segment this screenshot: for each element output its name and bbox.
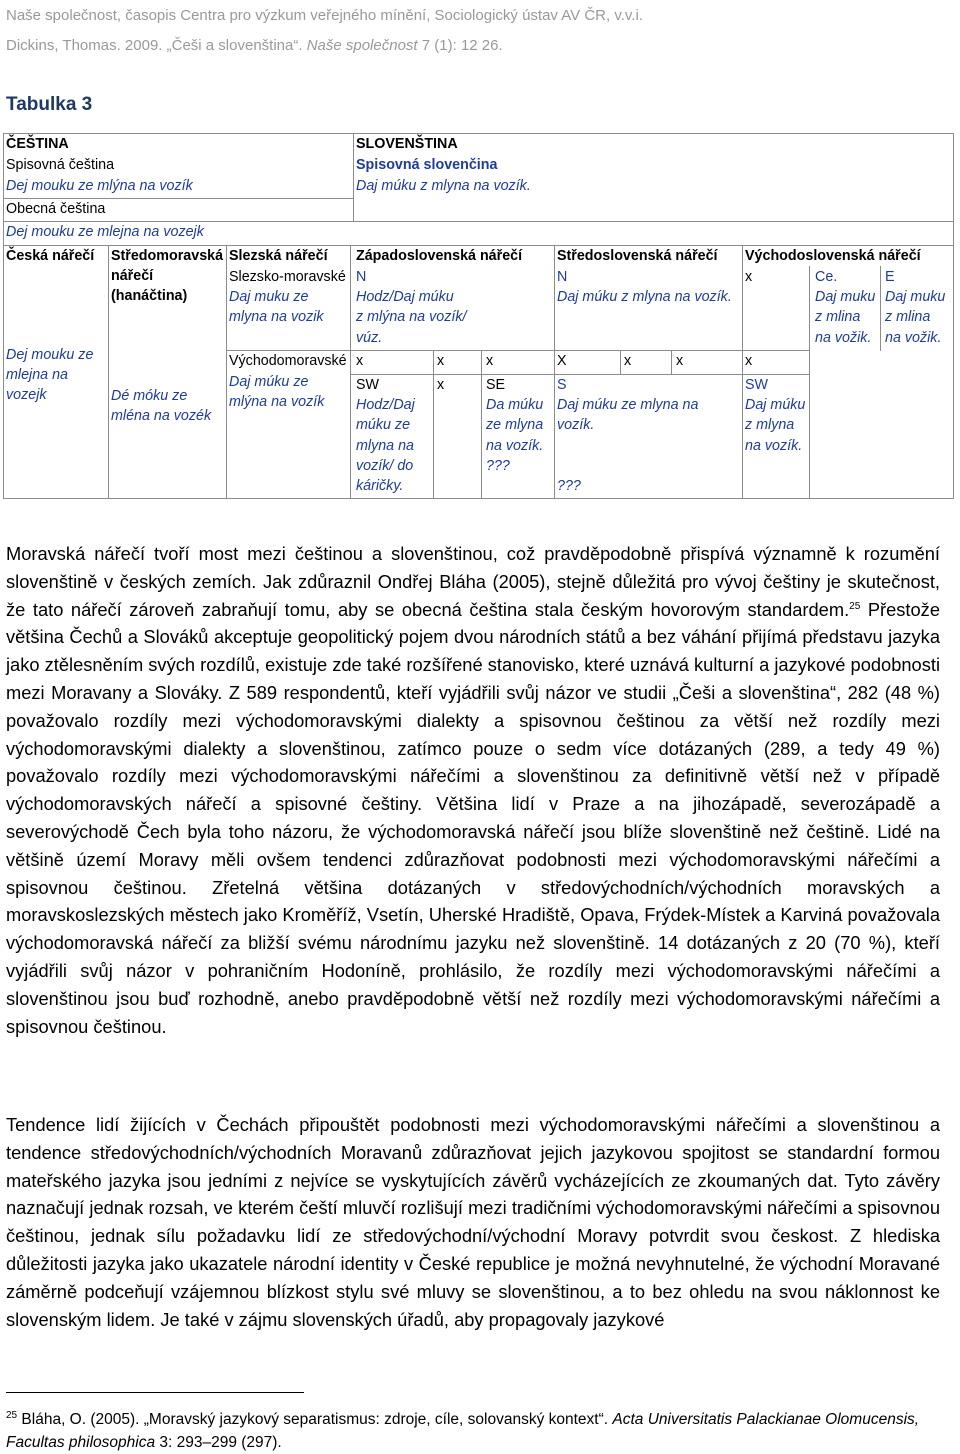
footnote-number: 25 (6, 1409, 18, 1421)
str-s-example-2: vozík. (557, 417, 595, 433)
header-stredoslovenska: Středoslovenská nářečí (557, 248, 718, 264)
footnote-journal: Acta Universitatis Palackianae Olomucensis, Facultas philosophica (6, 1411, 920, 1451)
stredomoravska-example-1: Dé móku ze (111, 388, 188, 404)
vych-sw-example-1: Daj múku (745, 397, 806, 413)
header-zapadoslovenska: Západoslovenská nářečí (356, 248, 523, 264)
vych-e-label: E (885, 269, 895, 285)
vych-sw-example-3: na vozík. (745, 438, 803, 454)
header-slezska: Slezská nářečí (229, 248, 328, 264)
sk-title: SLOVENŠTINA (356, 136, 458, 152)
x-mark: x (745, 353, 753, 369)
ceska-example-2: mlejna na (6, 367, 68, 383)
header-vychodoslovenska: Východoslovenská nářečí (745, 248, 921, 264)
body-paragraph-2: Tendence lidí žijících v Čechách připouštět podobnosti mezi východomoravskými nářečími a slovenštinou a tendence středovýchodních/východních Moravanů zdůrazňovat jejich jazykovou spojitost se standardní formou mateřského jazyka jsou jedními z nejvíce se vyskytujících závěrů vycházejících ze zkoumaných dat. Tyto závěry naznačují jednak rozsah, ve kterém čeští mluvčí rozlišují mezi tradičními východomoravskými nářečími a spisovnou češtinou, jednak sílu požadavku lidí ze středovýchodní/východní Moravy potvrdit svou českost. Z hlediska důležitosti jazyka jako ukazatele národní identity v České republice je možná nevyhnutelné, že východní Moravané záměrně podceňují vzájemnou blízkost stylu své mluvy se slovenštinou, a to bez ohledu na svou náklonnost ke slovenským lidem. Je také v zájmu slovenských úřadů, aby propagovaly jazykové (6, 1114, 940, 1330)
vych-ce-example-1: Daj muku (815, 289, 876, 305)
x-mark-capital: X (557, 353, 567, 369)
zap-sw-example-3: mlyna na (356, 438, 415, 454)
zap-sw-label: SW (356, 377, 380, 393)
zap-se-unknown: ??? (486, 458, 510, 474)
str-s-unknown: ??? (557, 478, 581, 494)
header-stredomoravska: Středomoravská (111, 248, 224, 264)
zap-n-label: N (356, 269, 367, 285)
zap-se-example-2: ze mlyna (486, 417, 544, 433)
zap-sw-example-1: Hodz/Daj (356, 397, 415, 413)
stredomoravska-example-2: mléna na vozék (111, 408, 212, 424)
vychodomoravske-example-2: mlýna na vozík (229, 394, 325, 410)
zap-sw-example-5: káričky. (356, 478, 404, 494)
running-header: Naše společnost, časopis Centra pro výzkum veřejného mínění, Sociologický ústav AV ČR, v.v.i. (6, 7, 643, 24)
vychodomoravske-example-1: Daj múku ze (229, 374, 309, 390)
vych-e-example-3: na vožik. (885, 330, 942, 346)
cs-common-example: Dej mouku ze mlejna na vozejk (6, 224, 204, 240)
str-n-example: Daj múku z mlyna na vozík. (557, 289, 732, 305)
str-n-label: N (557, 269, 568, 285)
x-mark: x (624, 353, 632, 369)
vych-e-example-2: z mlina (885, 309, 931, 325)
cs-standard-example: Dej mouku ze mlýna na vozík (6, 178, 193, 194)
body-paragraph-1: Moravská nářečí tvoří most mezi češtinou a slovenštinou, což pravděpodobně přispívá významně k rozumění slovenštině v českých zemích. Jak zdůraznil Ondřej Bláha (2005), stejně důležitá pro vývoj češtiny je skutečnost, že tato nářečí zároveň zabraňují tomu, aby se obecná čeština stala českým hovorovým standardem.$^{25}$ Přestože většina Čechů a Slováků akceptuje geopolitický pojem dvou národních států a bez váhání přijímá představu jazyka jako ztělesněním svých rozdílů, existuje zde také rozšířené stanovisko, které uznává kulturní a jazykové podobnosti mezi Moravany a Slováky. Z 589 respondentů, kteří vyjádřili svůj názor ve studii „Češi a slovenština“, 282 (48 %) považovalo rozdíly mezi východomoravskými dialekty a spisovnou češtinou za větší než rozdíly mezi východomoravskými dialekty a slovenštinou, zatímco pouze o sedm více dotázaných (289, a tedy 49 %) považovalo rozdíly mezi východomoravskými nářečími a slovenštinou za definitivně větší než v případě východomoravských nářečí a spisovné češtiny. Většina lidí v Praze a na jihozápadě, severozápadě a severovýchodě Čech byla toho názoru, že východomoravská nářečí jsou blíže slovenštině než češtině. Lidé na většině území Moravy měli ovšem tendenci zdůrazňovat podobnosti mezi východomoravskými nářečími a spisovnou češtinou. Zřetelná většina dotázaných v středovýchodních/východních moravských a moravskoslezských městech jako Kroměříž, Vsetín, Uherské Hradiště, Opava, Frýdek-Místek a Karviná považovala východomoravská nářečí za bližší svému národnímu jazyku než slovenštině. 14 dotázaných z 20 (70 %), kteří vyjádřili svůj názor v pohraničním Hodoníně, prohlásilo, že rozdíly mezi východomoravskými nářečími a slovenštinou jsou buď rozhodně, anebo pravděpodobně větší než rozdíly mezi východomoravskými nářečími a spisovnou češtinou. (6, 543, 940, 1037)
zap-n-example-3: vúz. (356, 330, 383, 346)
x-mark: x (437, 377, 445, 393)
str-s-label: S (557, 377, 567, 393)
vychodomoravske-label: Východomoravské (229, 353, 347, 369)
table-title: Tabulka 3 (6, 94, 93, 115)
footnote: $^{25}$ Bláha, O. (2005). „Moravský jazykový separatismus: zdroje, cíle, solovanský kontext“. Acta Universitatis Palackianae Olomucensis, Facultas philosophica 3: 293–299 (297). (6, 1409, 920, 1451)
ceska-example-3: vozejk (6, 387, 47, 403)
vych-ce-example-3: na vožik. (815, 330, 872, 346)
footnote-divider (6, 1392, 304, 1393)
zap-se-label: SE (486, 377, 506, 393)
journal-name: Naše společnost (306, 37, 418, 54)
vych-ce-example-2: z mlina (815, 309, 861, 325)
x-mark: x (676, 353, 684, 369)
vych-sw-label: SW (745, 377, 769, 393)
header-stredomoravska-3: (hanáčtina) (111, 288, 188, 304)
zap-se-example-3: na vozík. (486, 438, 544, 454)
sk-standard-label: Spisovná slovenčina (356, 157, 498, 173)
citation-line: Dickins, Thomas. 2009. „Češi a slovenština“. Naše společnost 7 (1): 12 26. (6, 37, 503, 54)
vych-x-mark: x (745, 269, 753, 285)
slezsko-moravske-label: Slezsko-moravské (229, 269, 346, 285)
zap-sw-example-2: múku ze (356, 417, 411, 433)
vych-sw-example-2: z mlyna (745, 417, 795, 433)
header-stredomoravska-2: nářečí (111, 268, 154, 284)
x-mark: x (437, 353, 445, 369)
vych-e-example-1: Daj muku (885, 289, 946, 305)
cs-title: ČEŠTINA (6, 136, 69, 152)
cs-standard-label: Spisovná čeština (6, 157, 115, 173)
header-ceska: Česká nářečí (6, 248, 95, 264)
x-mark: x (356, 353, 364, 369)
zap-se-example-1: Da múku (486, 397, 544, 413)
ceska-example-1: Dej mouku ze (6, 347, 94, 363)
sk-standard-example: Daj múku z mlyna na vozík. (356, 178, 531, 194)
str-s-example-1: Daj múku ze mlyna na (557, 397, 699, 413)
slezsko-example-1: Daj muku ze (229, 289, 309, 305)
x-mark: x (486, 353, 494, 369)
zap-n-example-1: Hodz/Daj múku (356, 289, 454, 305)
slezsko-example-2: mlyna na vozik (229, 309, 324, 325)
cs-common-label: Obecná čeština (6, 201, 106, 217)
vych-ce-label: Ce. (815, 269, 838, 285)
zap-sw-example-4: vozík/ do (356, 458, 414, 474)
footnote-ref: 25 (849, 600, 861, 612)
zap-n-example-2: z mlýna na vozík/ (356, 309, 467, 325)
